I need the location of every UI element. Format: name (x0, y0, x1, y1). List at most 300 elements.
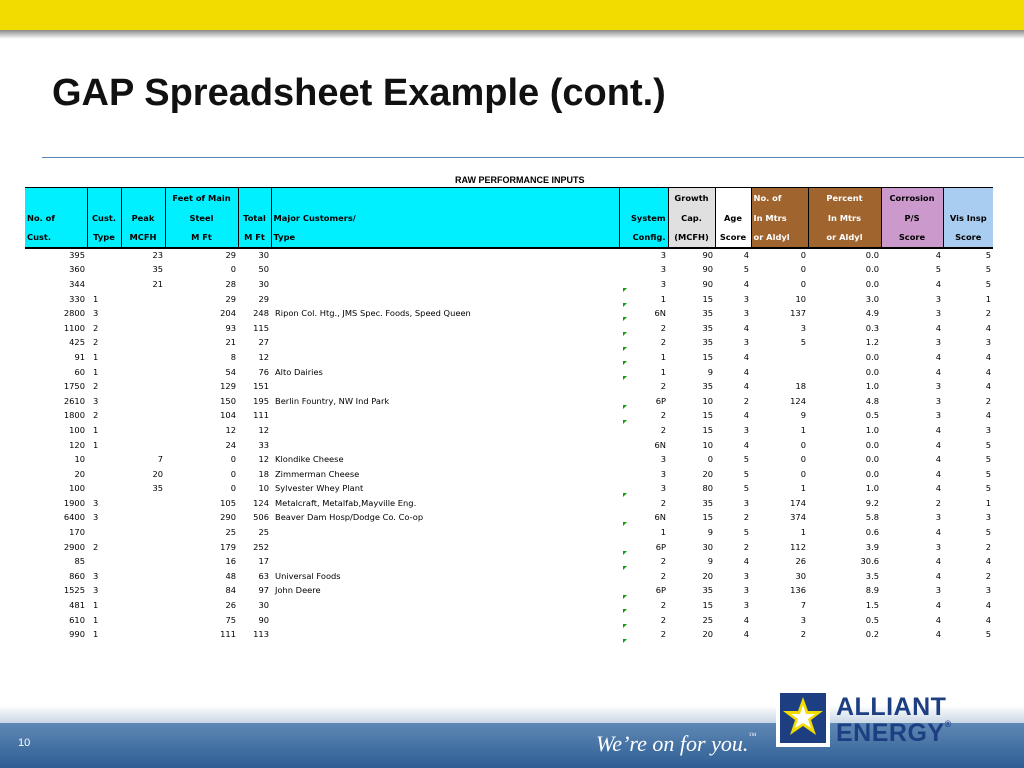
header-cell-growth-cap: (MCFH) (668, 228, 715, 248)
cell-mtrs-percent: 4.8 (865, 395, 879, 406)
comment-marker-icon (623, 639, 627, 643)
cell-mtrs-count: 1 (800, 527, 806, 538)
cell-system-config: 3 (660, 468, 666, 479)
cell-mtrs-percent: 1.0 (865, 483, 879, 494)
cell-cust-type (87, 481, 121, 496)
cell-age-score: 4 (743, 381, 749, 392)
header-cell-mtrs-percent: Percent (808, 188, 881, 208)
cell-corrosion-score: 3 (935, 381, 941, 392)
cell-cust-type: 2 (93, 381, 99, 392)
cell-growth-cap: 90 (702, 278, 713, 289)
cell-mtrs-percent: 4.9 (865, 308, 879, 319)
header-cell-corrosion-score: P/S (881, 208, 943, 228)
cell-growth-cap: 20 (702, 570, 713, 581)
cell-total-mft: 63 (258, 570, 269, 581)
header-cell-cust-type: Cust. (87, 208, 121, 228)
cell-major-customers (271, 627, 619, 642)
cell-cust-type (87, 248, 121, 263)
cell-cust-type: 1 (93, 351, 99, 362)
tagline-trademark: ™ (748, 731, 757, 740)
cell-major-customers (271, 248, 619, 263)
cell-mtrs-count: 26 (795, 556, 806, 567)
cell-age-score: 4 (743, 614, 749, 625)
cell-vis-insp-score: 4 (985, 351, 991, 362)
cell-major-customers (271, 262, 619, 277)
comment-marker-icon (623, 595, 627, 599)
table-row (25, 306, 993, 321)
header-cell-growth-cap: Growth (668, 188, 715, 208)
table-row (25, 408, 993, 423)
cell-mtrs-percent: 0.0 (865, 351, 879, 362)
cell-total-mft: 76 (258, 366, 269, 377)
cell-major-customers: Klondike Cheese (275, 454, 344, 465)
comment-marker-icon (623, 566, 627, 570)
cell-mtrs-percent: 1.5 (865, 600, 879, 611)
cell-total-mft: 30 (258, 600, 269, 611)
table-row (25, 554, 993, 569)
sheet-caption: RAW PERFORMANCE INPUTS (455, 175, 585, 185)
cell-vis-insp-score: 2 (985, 395, 991, 406)
cell-system-config: 3 (660, 250, 666, 261)
alliant-energy-logo (776, 689, 952, 747)
cell-cust-type: 1 (93, 629, 99, 640)
cell-age-score: 5 (743, 264, 749, 275)
cell-vis-insp-score: 3 (985, 585, 991, 596)
cell-growth-cap: 35 (702, 337, 713, 348)
cell-steel-mft: 93 (225, 322, 236, 333)
cell-corrosion-score: 4 (935, 556, 941, 567)
cell-mtrs-percent: 0.0 (865, 278, 879, 289)
cell-major-customers (271, 612, 619, 627)
cell-cust-type (87, 262, 121, 277)
cell-peak-mcfh (121, 554, 165, 569)
title-divider (42, 157, 1024, 158)
cell-system-config: 2 (660, 629, 666, 640)
cell-corrosion-score: 4 (935, 424, 941, 435)
header-cell-vis-insp-score: Vis Insp (943, 208, 993, 228)
cell-growth-cap: 9 (707, 366, 713, 377)
cell-num-cust: 91 (74, 351, 85, 362)
header-cell-total-mft: Total (238, 208, 271, 228)
header-cell-peak-mcfh (121, 188, 165, 208)
cell-mtrs-percent: 5.8 (865, 512, 879, 523)
cell-cust-type (87, 525, 121, 540)
cell-steel-mft: 48 (225, 570, 236, 581)
cell-corrosion-score: 3 (935, 308, 941, 319)
cell-system-config: 6N (654, 439, 666, 450)
cell-age-score: 4 (743, 278, 749, 289)
header-row (25, 208, 993, 228)
cell-steel-mft: 0 (230, 454, 236, 465)
comment-marker-icon (623, 288, 627, 292)
cell-mtrs-count: 136 (790, 585, 806, 596)
table-row (25, 379, 993, 394)
table-row (25, 612, 993, 627)
cell-cust-type (87, 466, 121, 481)
table-row (25, 364, 993, 379)
cell-system-config: 6P (655, 585, 666, 596)
cell-mtrs-count: 1 (800, 424, 806, 435)
slide-title: GAP Spreadsheet Example (cont.) (52, 72, 666, 114)
cell-total-mft: 12 (258, 454, 269, 465)
cell-vis-insp-score: 5 (985, 264, 991, 275)
cell-growth-cap: 0 (707, 454, 713, 465)
cell-peak-mcfh: 23 (152, 250, 163, 261)
cell-total-mft: 50 (258, 264, 269, 275)
cell-mtrs-count: 174 (790, 497, 806, 508)
cell-peak-mcfh: 20 (152, 468, 163, 479)
cell-peak-mcfh: 21 (152, 278, 163, 289)
cell-system-config: 3 (660, 454, 666, 465)
cell-corrosion-score: 3 (935, 293, 941, 304)
cell-system-config: 1 (660, 527, 666, 538)
cell-total-mft: 18 (258, 468, 269, 479)
header-cell-vis-insp-score (943, 188, 993, 208)
cell-peak-mcfh: 35 (152, 264, 163, 275)
cell-mtrs-count: 30 (795, 570, 806, 581)
cell-system-config: 6P (655, 395, 666, 406)
cell-age-score: 3 (743, 585, 749, 596)
cell-total-mft: 33 (258, 439, 269, 450)
cell-steel-mft: 29 (225, 250, 236, 261)
cell-system-config: 2 (660, 556, 666, 567)
cell-vis-insp-score: 2 (985, 541, 991, 552)
cell-total-mft: 25 (258, 527, 269, 538)
cell-age-score: 5 (743, 483, 749, 494)
table-row (25, 335, 993, 350)
tagline-text: We’re on for you. (596, 731, 749, 756)
cell-num-cust: 990 (69, 629, 85, 640)
cell-peak-mcfh (121, 364, 165, 379)
comment-marker-icon (623, 551, 627, 555)
cell-cust-type: 1 (93, 614, 99, 625)
cell-cust-type: 2 (93, 322, 99, 333)
header-cell-age-score: Score (715, 228, 751, 248)
cell-corrosion-score: 5 (935, 264, 941, 275)
cell-age-score: 5 (743, 468, 749, 479)
cell-growth-cap: 35 (702, 497, 713, 508)
comment-marker-icon (623, 493, 627, 497)
comment-marker-icon (623, 522, 627, 526)
cell-vis-insp-score: 4 (985, 381, 991, 392)
cell-major-customers (271, 554, 619, 569)
cell-age-score: 2 (743, 541, 749, 552)
cell-major-customers: Ripon Col. Htg., JMS Spec. Foods, Speed Queen (275, 308, 471, 319)
cell-corrosion-score: 3 (935, 395, 941, 406)
cell-corrosion-score: 3 (935, 585, 941, 596)
cell-cust-type: 1 (93, 424, 99, 435)
cell-steel-mft: 150 (220, 395, 236, 406)
cell-num-cust: 1525 (63, 585, 85, 596)
cell-growth-cap: 15 (702, 600, 713, 611)
cell-vis-insp-score: 5 (985, 468, 991, 479)
cell-age-score: 3 (743, 570, 749, 581)
table-row (25, 510, 993, 525)
table-row (25, 598, 993, 613)
cell-age-score: 3 (743, 308, 749, 319)
cell-growth-cap: 9 (707, 556, 713, 567)
cell-steel-mft: 16 (225, 556, 236, 567)
cell-mtrs-count: 0 (800, 264, 806, 275)
cell-age-score: 4 (743, 250, 749, 261)
cell-mtrs-percent: 0.5 (865, 410, 879, 421)
cell-system-config: 2 (660, 614, 666, 625)
cell-mtrs-count: 124 (790, 395, 806, 406)
header-cell-corrosion-score: Score (881, 228, 943, 248)
cell-total-mft: 29 (258, 293, 269, 304)
cell-peak-mcfh (121, 437, 165, 452)
cell-major-customers: Universal Foods (275, 570, 341, 581)
cell-num-cust: 6400 (63, 512, 85, 523)
header-cell-peak-mcfh: Peak (121, 208, 165, 228)
cell-num-cust: 170 (69, 527, 85, 538)
cell-total-mft: 10 (258, 483, 269, 494)
cell-mtrs-percent: 8.9 (865, 585, 879, 596)
cell-corrosion-score: 3 (935, 337, 941, 348)
cell-major-customers: Sylvester Whey Plant (275, 483, 364, 494)
top-accent-bar (0, 0, 1024, 30)
cell-age-score: 4 (743, 322, 749, 333)
table-row (25, 569, 993, 584)
cell-total-mft: 30 (258, 278, 269, 289)
cell-mtrs-count: 7 (800, 600, 806, 611)
cell-mtrs-count: 137 (790, 308, 806, 319)
cell-total-mft: 248 (253, 308, 269, 319)
cell-num-cust: 344 (69, 278, 85, 289)
comment-marker-icon (623, 303, 627, 307)
cell-corrosion-score: 4 (935, 351, 941, 362)
cell-growth-cap: 90 (702, 264, 713, 275)
cell-total-mft: 90 (258, 614, 269, 625)
cell-total-mft: 17 (258, 556, 269, 567)
cell-total-mft: 115 (253, 322, 269, 333)
performance-spreadsheet (25, 187, 993, 642)
cell-num-cust: 100 (69, 483, 85, 494)
cell-system-config: 2 (660, 600, 666, 611)
cell-mtrs-percent: 0.0 (865, 250, 879, 261)
cell-growth-cap: 15 (702, 293, 713, 304)
cell-num-cust: 10 (74, 454, 85, 465)
header-cell-total-mft: M Ft (238, 228, 271, 248)
cell-total-mft: 111 (253, 410, 269, 421)
cell-age-score: 5 (743, 454, 749, 465)
cell-total-mft: 195 (253, 395, 269, 406)
cell-cust-type: 1 (93, 366, 99, 377)
logo-line-1: ALLIANT (836, 693, 947, 721)
table-row (25, 452, 993, 467)
cell-steel-mft: 84 (225, 585, 236, 596)
cell-total-mft: 506 (253, 512, 269, 523)
cell-age-score: 4 (743, 366, 749, 377)
cell-num-cust: 20 (74, 468, 85, 479)
cell-peak-mcfh (121, 569, 165, 584)
cell-steel-mft: 26 (225, 600, 236, 611)
cell-num-cust: 100 (69, 424, 85, 435)
cell-steel-mft: 0 (230, 468, 236, 479)
cell-steel-mft: 129 (220, 381, 236, 392)
cell-total-mft: 30 (258, 250, 269, 261)
cell-mtrs-percent: 0.0 (865, 468, 879, 479)
cell-system-config: 2 (660, 337, 666, 348)
cell-mtrs-count: 0 (800, 454, 806, 465)
cell-age-score: 3 (743, 293, 749, 304)
cell-age-score: 4 (743, 629, 749, 640)
cell-peak-mcfh (121, 496, 165, 511)
cell-system-config: 1 (660, 366, 666, 377)
cell-growth-cap: 20 (702, 629, 713, 640)
cell-corrosion-score: 4 (935, 614, 941, 625)
table-row (25, 393, 993, 408)
cell-peak-mcfh: 35 (152, 483, 163, 494)
cell-mtrs-percent: 0.0 (865, 366, 879, 377)
table-row (25, 437, 993, 452)
cell-growth-cap: 15 (702, 512, 713, 523)
table-row (25, 539, 993, 554)
cell-major-customers (271, 335, 619, 350)
cell-num-cust: 360 (69, 264, 85, 275)
comment-marker-icon (623, 347, 627, 351)
cell-mtrs-count: 0 (800, 250, 806, 261)
table-row (25, 481, 993, 496)
cell-growth-cap: 15 (702, 351, 713, 362)
table-row (25, 583, 993, 598)
header-cell-total-mft (238, 188, 271, 208)
cell-age-score: 2 (743, 512, 749, 523)
cell-mtrs-percent: 1.2 (865, 337, 879, 348)
cell-steel-mft: 290 (220, 512, 236, 523)
cell-corrosion-score: 4 (935, 527, 941, 538)
cell-num-cust: 60 (74, 366, 85, 377)
table-row (25, 423, 993, 438)
cell-mtrs-count: 0 (800, 439, 806, 450)
logo-line-2-text: ENERGY (836, 719, 945, 747)
cell-mtrs-count (751, 364, 808, 379)
cell-vis-insp-score: 5 (985, 250, 991, 261)
cell-mtrs-count: 9 (800, 410, 806, 421)
cell-cust-type: 3 (93, 585, 99, 596)
star-logo-icon (776, 689, 830, 747)
cell-system-config: 1 (660, 293, 666, 304)
cell-num-cust: 1100 (63, 322, 85, 333)
header-cell-num-cust: Cust. (25, 228, 87, 248)
table-row (25, 248, 993, 263)
cell-vis-insp-score: 1 (985, 497, 991, 508)
cell-vis-insp-score: 3 (985, 424, 991, 435)
cell-total-mft: 12 (258, 424, 269, 435)
cell-major-customers (271, 408, 619, 423)
header-cell-major-customers: Major Customers/ (271, 208, 619, 228)
cell-num-cust: 481 (69, 600, 85, 611)
logo-registered-mark: ® (944, 719, 952, 729)
cell-peak-mcfh (121, 612, 165, 627)
cell-corrosion-score: 4 (935, 366, 941, 377)
cell-num-cust: 2900 (63, 541, 85, 552)
cell-system-config: 2 (660, 497, 666, 508)
cell-peak-mcfh (121, 598, 165, 613)
cell-cust-type: 1 (93, 293, 99, 304)
cell-age-score: 4 (743, 351, 749, 362)
cell-mtrs-percent: 0.6 (865, 527, 879, 538)
cell-corrosion-score: 2 (935, 497, 941, 508)
cell-corrosion-score: 4 (935, 454, 941, 465)
cell-cust-type (87, 452, 121, 467)
cell-growth-cap: 10 (702, 439, 713, 450)
cell-vis-insp-score: 2 (985, 570, 991, 581)
cell-steel-mft: 204 (220, 308, 236, 319)
cell-corrosion-score: 3 (935, 410, 941, 421)
cell-corrosion-score: 4 (935, 439, 941, 450)
header-cell-system-config: Config. (619, 228, 668, 248)
cell-major-customers: Zimmerman Cheese (275, 468, 360, 479)
header-cell-mtrs-count: In Mtrs (751, 208, 808, 228)
cell-mtrs-percent: 30.6 (860, 556, 879, 567)
cell-major-customers (271, 291, 619, 306)
cell-corrosion-score: 4 (935, 483, 941, 494)
cell-corrosion-score: 4 (935, 570, 941, 581)
cell-vis-insp-score: 2 (985, 308, 991, 319)
cell-mtrs-count: 5 (800, 337, 806, 348)
header-cell-system-config (619, 188, 668, 208)
cell-major-customers (271, 525, 619, 540)
cell-cust-type: 3 (93, 497, 99, 508)
cell-age-score: 3 (743, 497, 749, 508)
cell-vis-insp-score: 5 (985, 439, 991, 450)
header-cell-system-config: System (619, 208, 668, 228)
table-row (25, 320, 993, 335)
cell-major-customers (271, 423, 619, 438)
cell-cust-type (87, 554, 121, 569)
cell-steel-mft: 8 (230, 351, 236, 362)
cell-age-score: 4 (743, 410, 749, 421)
page-number: 10 (18, 737, 31, 749)
cell-major-customers: John Deere (275, 585, 321, 596)
table-row (25, 277, 993, 292)
cell-cust-type: 2 (93, 541, 99, 552)
comment-marker-icon (623, 624, 627, 628)
cell-peak-mcfh: 7 (157, 454, 163, 465)
cell-mtrs-count (751, 350, 808, 365)
cell-peak-mcfh (121, 408, 165, 423)
comment-marker-icon (623, 332, 627, 336)
cell-mtrs-percent: 0.5 (865, 614, 879, 625)
cell-mtrs-percent: 0.3 (865, 322, 879, 333)
cell-peak-mcfh (121, 335, 165, 350)
header-cell-num-cust (25, 188, 87, 208)
cell-steel-mft: 105 (220, 497, 236, 508)
cell-steel-mft: 21 (225, 337, 236, 348)
cell-mtrs-percent: 0.0 (865, 439, 879, 450)
cell-system-config: 2 (660, 570, 666, 581)
cell-num-cust: 2800 (63, 308, 85, 319)
cell-growth-cap: 15 (702, 410, 713, 421)
cell-age-score: 4 (743, 439, 749, 450)
comment-marker-icon (623, 376, 627, 380)
cell-corrosion-score: 4 (935, 322, 941, 333)
header-cell-growth-cap: Cap. (668, 208, 715, 228)
header-cell-mtrs-percent: In Mtrs (808, 208, 881, 228)
cell-major-customers: Beaver Dam Hosp/Dodge Co. Co-op (275, 512, 424, 523)
cell-system-config: 2 (660, 381, 666, 392)
cell-peak-mcfh (121, 583, 165, 598)
header-cell-steel-mft: Steel (165, 208, 238, 228)
cell-growth-cap: 90 (702, 250, 713, 261)
cell-total-mft: 113 (253, 629, 269, 640)
cell-growth-cap: 35 (702, 381, 713, 392)
comment-marker-icon (623, 420, 627, 424)
cell-num-cust: 2610 (63, 395, 85, 406)
cell-major-customers (271, 379, 619, 394)
cell-peak-mcfh (121, 306, 165, 321)
